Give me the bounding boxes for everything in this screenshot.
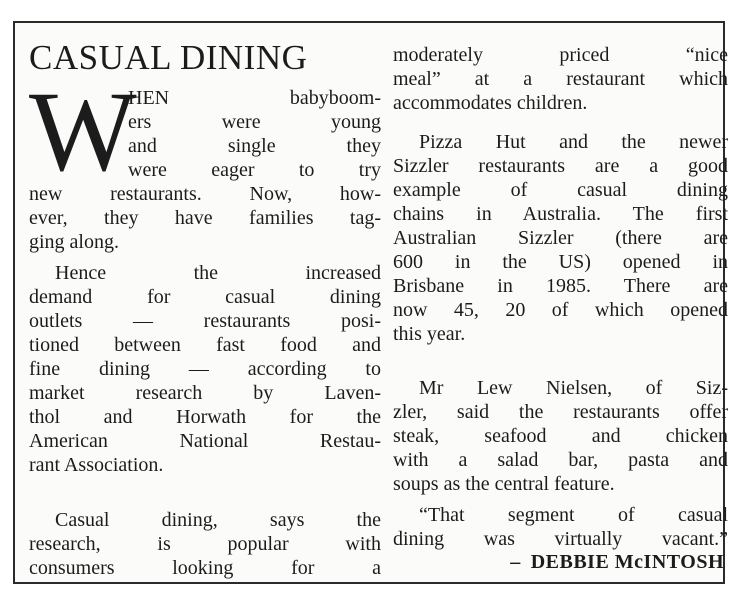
paragraph-nielsen xyxy=(393,376,728,496)
text-line: ging along. xyxy=(29,231,119,253)
newspaper-clipping xyxy=(13,21,728,584)
paragraph-nice-meal xyxy=(393,43,728,115)
text-line: and single they xyxy=(128,135,381,157)
drop-cap: W xyxy=(29,68,137,195)
byline-dash: – xyxy=(510,551,521,573)
text-line: fine dining — according to xyxy=(29,358,381,380)
text-line: American National Restau- xyxy=(29,430,381,452)
text-line: steak, seafood and chicken xyxy=(393,425,728,447)
text-line: HEN babyboom- xyxy=(128,87,381,109)
byline xyxy=(510,551,724,574)
text-line: market research by Laven- xyxy=(29,382,381,404)
text-line: “That segment of casual xyxy=(419,504,728,526)
text-line: Australian Sizzler (there are xyxy=(393,227,728,249)
text-line: accommodates children. xyxy=(393,92,588,114)
text-line: Hence the increased xyxy=(55,262,381,284)
text-line: 600 in the US) opened in xyxy=(393,251,728,273)
text-line: moderately priced “nice xyxy=(393,44,728,66)
text-line: Brisbane in 1985. There are xyxy=(393,275,728,297)
text-line: research, is popular with xyxy=(29,533,381,555)
text-line: zler, said the restaurants offer xyxy=(393,401,728,423)
text-line: example of casual dining xyxy=(393,179,728,201)
text-line: thol and Horwath for the xyxy=(29,406,381,428)
text-line: now 45, 20 of which opened xyxy=(393,299,728,321)
text-line: with a salad bar, pasta and xyxy=(393,449,728,471)
paragraph-quote xyxy=(393,503,728,551)
text-line: tioned between fast food and xyxy=(29,334,381,356)
text-line: Pizza Hut and the newer xyxy=(419,131,728,153)
text-line: meal” at a restaurant which xyxy=(393,68,728,90)
paragraph-casual xyxy=(29,508,381,580)
text-line: Mr Lew Nielsen, of Siz- xyxy=(419,377,728,399)
paragraph-pizza-hut xyxy=(393,130,728,346)
text-line: consumers looking for a xyxy=(29,557,381,579)
byline-author: DEBBIE McINTOSH xyxy=(530,551,724,573)
text-line: new restaurants. Now, how- xyxy=(29,183,381,205)
text-line: ever, they have families tag- xyxy=(29,207,381,229)
text-line: this year. xyxy=(393,323,466,345)
text-line: soups as the central feature. xyxy=(393,473,615,495)
text-line: were eager to try xyxy=(128,159,381,181)
text-line: rant Association. xyxy=(29,454,164,476)
text-line: demand for casual dining xyxy=(29,286,381,308)
text-line: Casual dining, says the xyxy=(55,509,381,531)
paragraph-intro xyxy=(29,68,381,254)
paragraph-demand xyxy=(29,261,381,477)
text-line: Sizzler restaurants are a good xyxy=(393,155,728,177)
text-line: ers were young xyxy=(128,111,381,133)
headline: CASUAL DINING xyxy=(29,38,308,77)
text-line: outlets — restaurants posi- xyxy=(29,310,381,332)
text-line: dining was virtually vacant.” xyxy=(393,528,728,550)
text-line: chains in Australia. The first xyxy=(393,203,728,225)
